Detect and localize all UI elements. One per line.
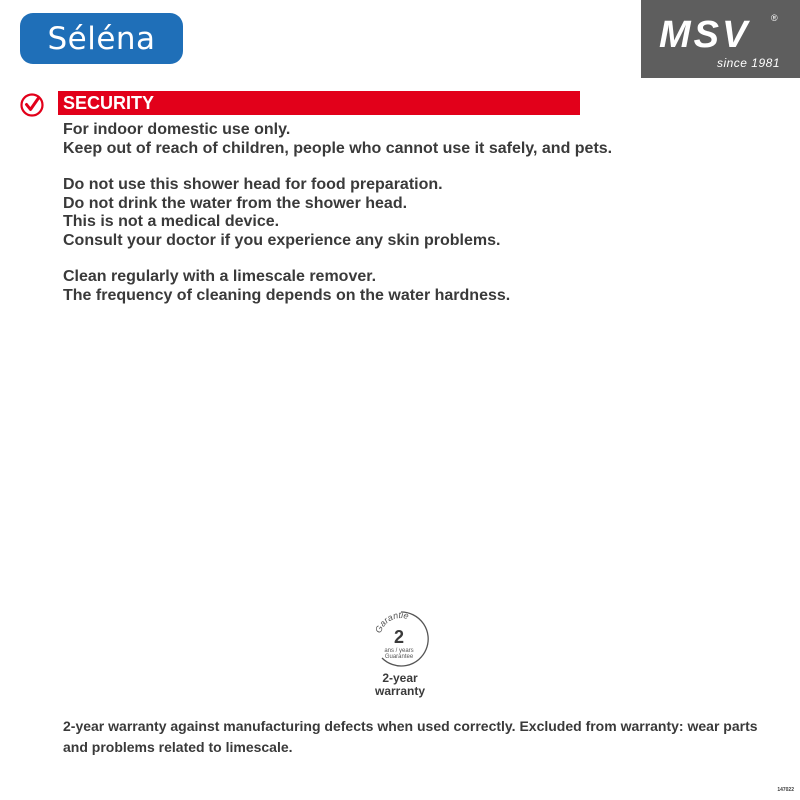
reference-code: 147022 [777,787,794,793]
warranty-badge-icon [370,608,432,670]
warranty-caption-line: 2-year [382,671,418,685]
instruction-line: Keep out of reach of children, people who cannot use it safely, and pets. [63,139,613,157]
badge-line2: Guarantee [384,654,414,660]
badge-line1: ans / years [384,648,414,654]
brand-logo: Séléna [20,13,183,64]
instruction-line: The frequency of cleaning depends on the water hardness. [63,286,511,304]
warranty-caption [340,672,460,698]
check-circle-icon [20,93,44,117]
badge-arc-text: Garantie [373,609,410,635]
warranty-terms: 2-year warranty against manufacturing defects when used correctly. Excluded from warranty: wear parts and problems related to limescale. [63,718,758,755]
msv-logo [641,0,800,78]
paragraph [63,176,763,250]
security-instructions [63,121,763,323]
instruction-line: This is not a medical device. [63,213,280,230]
msv-logo-mark: MSV [659,14,751,56]
section-title: SECURITY [58,91,580,115]
logo-since: since 1981 [716,56,780,70]
warranty-caption-line: warranty [374,684,426,698]
paragraph [63,268,763,305]
registered-mark: ® [771,13,778,23]
instruction-line: Do not drink the water from the shower head. [63,194,408,212]
paragraph [63,121,763,158]
instruction-line: Consult your doctor if you experience any skin problems. [63,231,501,249]
badge-number: 2 [393,627,405,647]
instruction-line: Clean regularly with a limescale remover. [63,268,377,285]
instruction-line: Do not use this shower head for food preparation. [63,176,443,193]
instruction-line: For indoor domestic use only. [63,121,291,138]
svg-text:Garantie [373,610,410,635]
